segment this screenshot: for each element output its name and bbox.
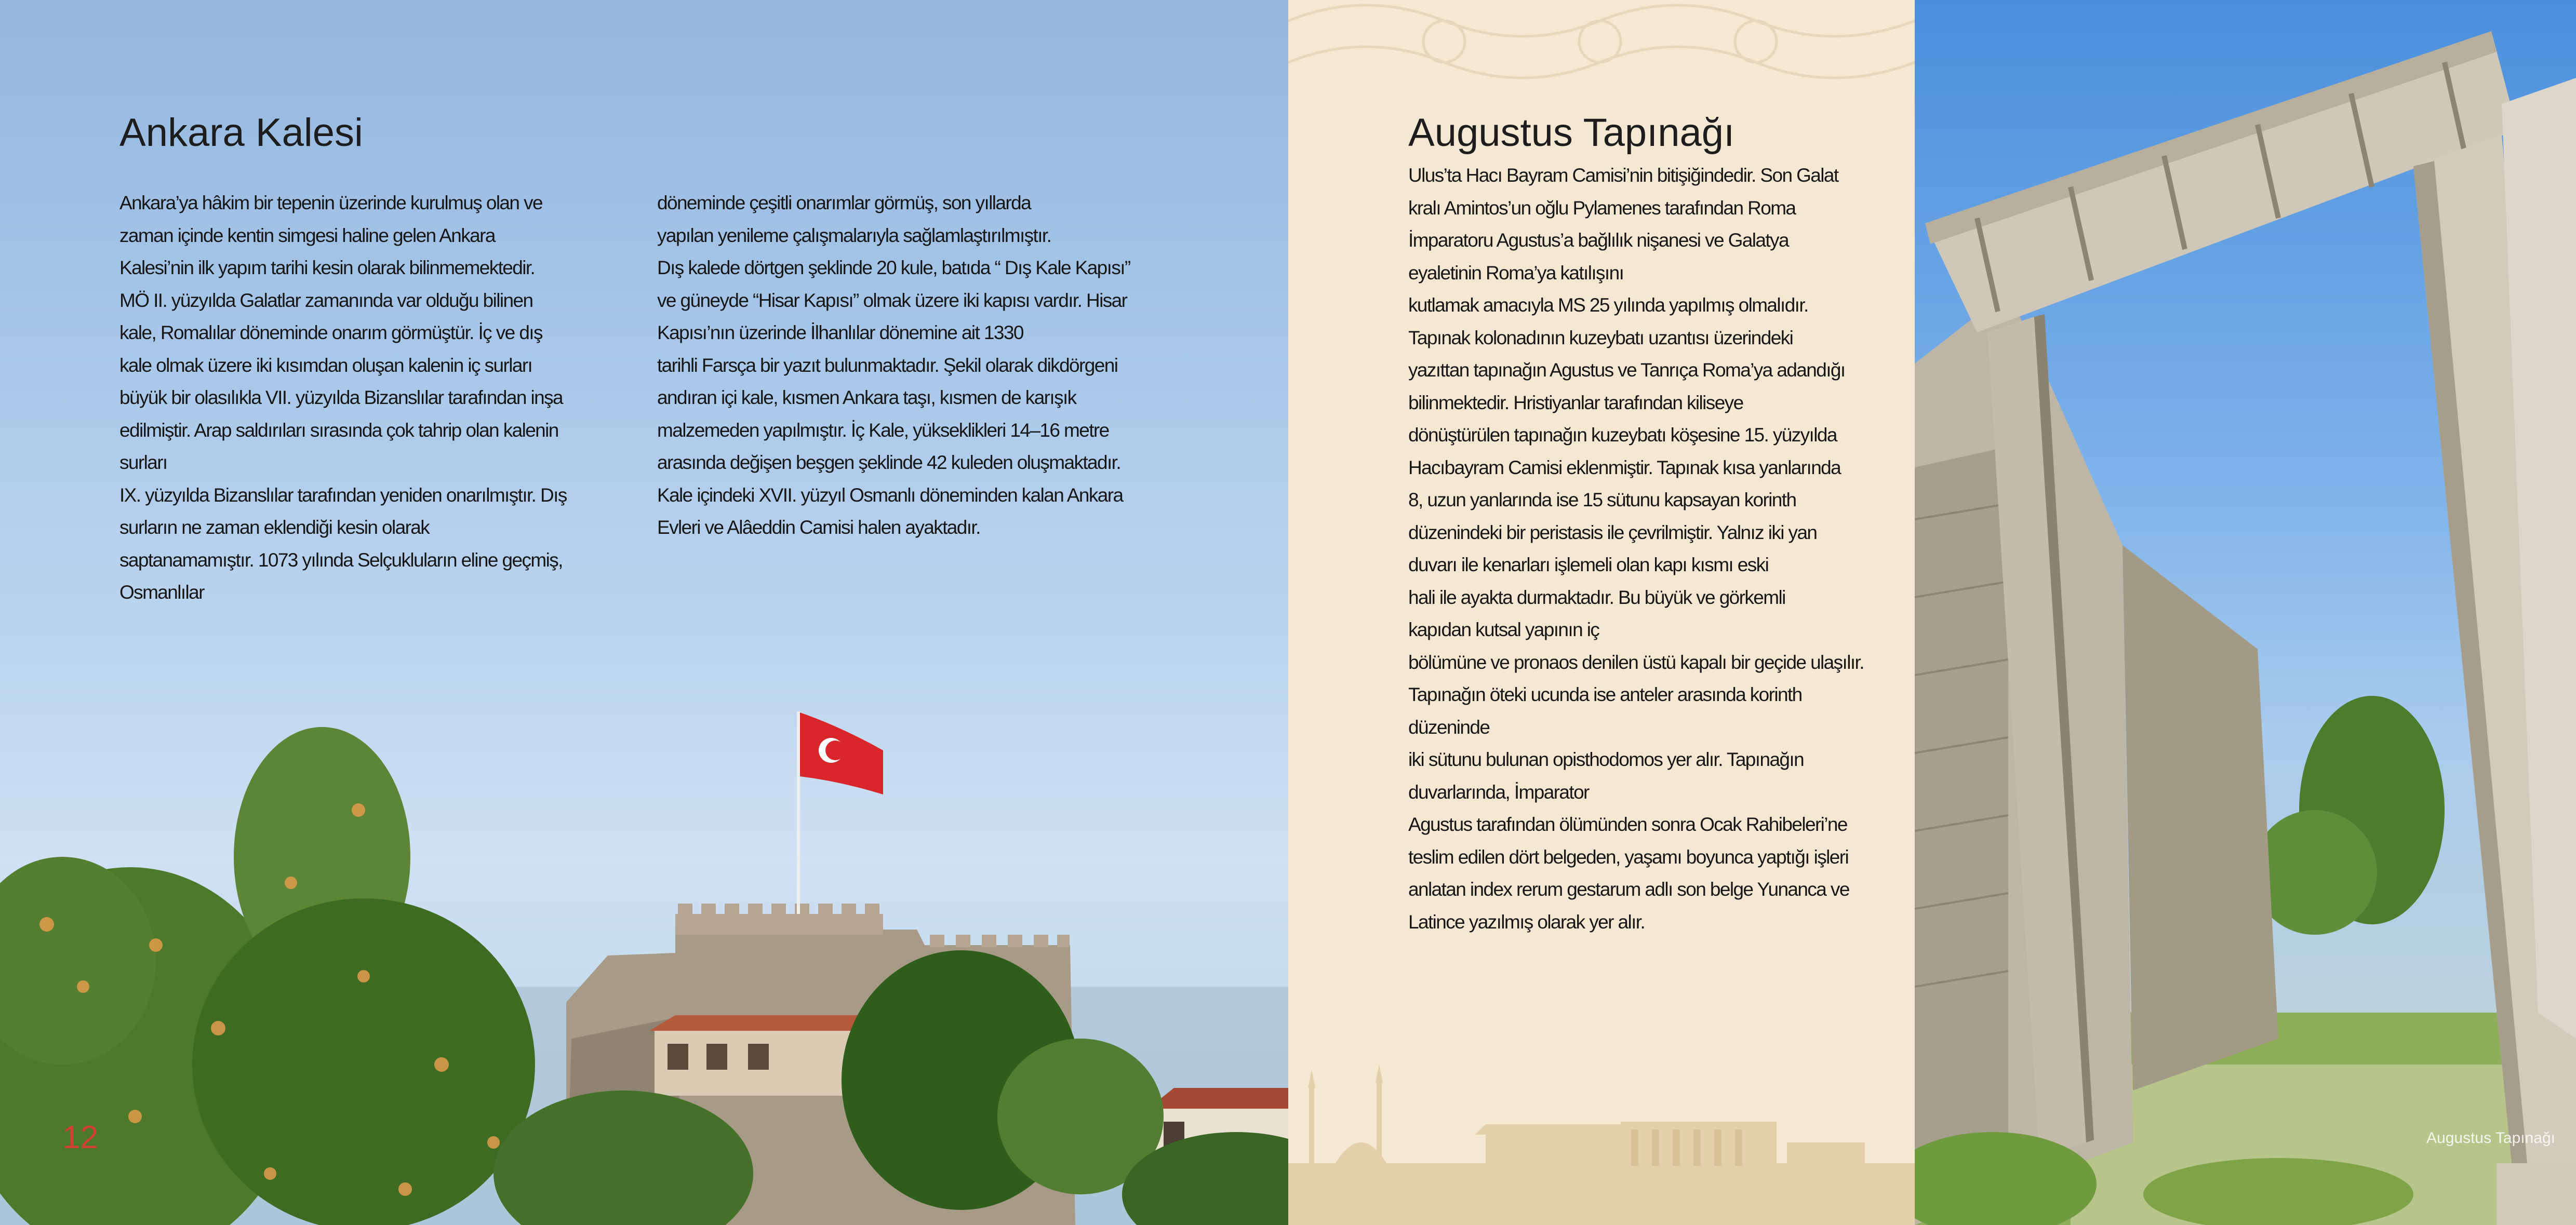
paragraph-line: kale, Romalılar döneminde onarım görmüştür. İç ve dış [119, 322, 542, 343]
paragraph-line: 8, uzun yanlarında ise 15 sütunu kapsayan korinth [1408, 489, 1796, 510]
text-column-1 [119, 187, 567, 609]
photo-caption: Augustus Tapınağı [2426, 1129, 2555, 1147]
paragraph-line: büyük bir olasılıkla VII. yüzyılda Bizanslılar tarafından inşa [119, 387, 563, 408]
paragraph-line: tarihli Farsça bir yazıt bulunmaktadır. Şekil olarak dikdörgeni [657, 354, 1118, 376]
city-skyline [1288, 1065, 1915, 1225]
page-title: Augustus Tapınağı [1408, 111, 1735, 155]
paragraph-line: duvarı ile kenarları işlemeli olan kapı kısmı eski [1408, 554, 1769, 575]
paragraph-line: malzemeden yapılmıştır. İç Kale, yükseklikleri 14–16 metre [657, 419, 1109, 441]
paragraph-line: teslim edilen dört belgeden, yaşamı boyunca yaptığı işleri [1408, 846, 1849, 868]
text-column-2 [657, 187, 1130, 544]
paragraph-line: arasında değişen beşgen şeklinde 42 kuleden oluşmaktadır. [657, 452, 1121, 473]
temple-photo [1915, 0, 2576, 1225]
paragraph-line: kralı Amintos’un oğlu Pylamenes tarafından Roma [1408, 197, 1796, 219]
paragraph-line: Osmanlılar [119, 582, 204, 603]
text-column [1408, 159, 1864, 938]
paragraph-line: andıran içi kale, kısmen Ankara taşı, kısmen de karışık [657, 387, 1076, 408]
paragraph-line: hali ile ayakta durmaktadır. Bu büyük ve görkemli [1408, 586, 1785, 608]
paragraph-line: eyaletinin Roma’ya katılışını [1408, 262, 1624, 284]
temple-illustration [1915, 0, 2576, 1225]
paragraph-line: Tapınak kolonadının kuzeybatı uzantısı üzerindeki [1408, 327, 1793, 348]
paragraph-line: ve güneyde “Hisar Kapısı” olmak üzere iki kapısı vardır. Hisar [657, 289, 1127, 311]
paragraph-line: zaman içinde kentin simgesi haline gelen Ankara [119, 224, 495, 246]
paragraph-line: Kapısı’nın üzerinde İlhanlılar dönemine ait 1330 [657, 322, 1023, 343]
paragraph-line: IX. yüzyılda Bizanslılar tarafından yeniden onarılmıştır. Dış [119, 484, 567, 506]
paragraph-line: düzenindeki bir peristasis ile çevrilmiştir. Yalnız iki yan [1408, 521, 1817, 543]
paragraph-line: bölümüne ve pronaos denilen üstü kapalı bir geçide ulaşılır. [1408, 651, 1864, 673]
paragraph-line: İmparatoru Agustus’a bağlılık nişanesi ve Galatya [1408, 230, 1788, 251]
paragraph-line: Tapınağın öteki ucunda ise anteler arasında korinth [1408, 684, 1802, 705]
paragraph-line: surları [119, 452, 167, 473]
paragraph-line: Kale içindeki XVII. yüzyıl Osmanlı döneminden kalan Ankara [657, 484, 1123, 506]
paragraph-line: döneminde çeşitli onarımlar görmüş, son yıllarda [657, 192, 1031, 213]
paragraph-line: edilmiştir. Arap saldırıları sırasında çok tahrip olan kalenin [119, 419, 558, 441]
ornament-pattern [1288, 5, 1915, 78]
paragraph-line: Dış kalede dörtgen şeklinde 20 kule, batıda “ Dış Kale Kapısı” [657, 257, 1130, 278]
paragraph-line: Latince yazılmış olarak yer alır. [1408, 911, 1645, 933]
paragraph-line: yapılan yenileme çalışmalarıyla sağlamlaştırılmıştır. [657, 224, 1051, 246]
paragraph-line: bilinmektedir. Hristiyanlar tarafından kiliseye [1408, 392, 1743, 413]
paragraph-line: düzeninde [1408, 716, 1490, 738]
paragraph-line: duvarlarında, İmparator [1408, 781, 1589, 803]
page-number: 12 [62, 1120, 98, 1155]
paragraph-line: surların ne zaman eklendiği kesin olarak [119, 517, 430, 538]
paragraph-line: Ankara’ya hâkim bir tepenin üzerinde kurulmuş olan ve [119, 192, 542, 213]
paragraph-line: Hacıbayram Camisi eklenmiştir. Tapınak kısa yanlarında [1408, 456, 1841, 478]
paragraph-line: saptanamamıştır. 1073 yılında Selçukluların eline geçmiş, [119, 549, 563, 571]
paragraph-line: iki sütunu bulunan opisthodomos yer alır. Tapınağın [1408, 749, 1804, 770]
paragraph-line: kapıdan kutsal yapının iç [1408, 619, 1599, 640]
text-panel [1288, 0, 1915, 1225]
paragraph-line: MÖ II. yüzyılda Galatlar zamanında var olduğu bilinen [119, 289, 533, 311]
paragraph-line: Agustus tarafından ölümünden sonra Ocak Rahibeleri’ne [1408, 814, 1847, 835]
page-title: Ankara Kalesi [119, 111, 363, 155]
paragraph-line: Kalesi’nin ilk yapım tarihi kesin olarak bilinmemektedir. [119, 257, 535, 278]
paragraph-line: dönüştürülen tapınağın kuzeybatı köşesine 15. yüzyılda [1408, 424, 1837, 446]
paragraph-line: kutlamak amacıyla MS 25 yılında yapılmış olmalıdır. [1408, 294, 1808, 316]
paragraph-line: yazıttan tapınağın Agustus ve Tanrıça Roma’ya adandığı [1408, 359, 1845, 381]
paragraph-line: Evleri ve Alâeddin Camisi halen ayaktadır. [657, 517, 980, 538]
paragraph-line: kale olmak üzere iki kısımdan oluşan kalenin iç surları [119, 354, 532, 376]
paragraph-line: Ulus’ta Hacı Bayram Camisi’nin bitişiğindedir. Son Galat [1408, 165, 1838, 186]
paragraph-line: anlatan index rerum gestarum adlı son belge Yunanca ve [1408, 879, 1849, 900]
